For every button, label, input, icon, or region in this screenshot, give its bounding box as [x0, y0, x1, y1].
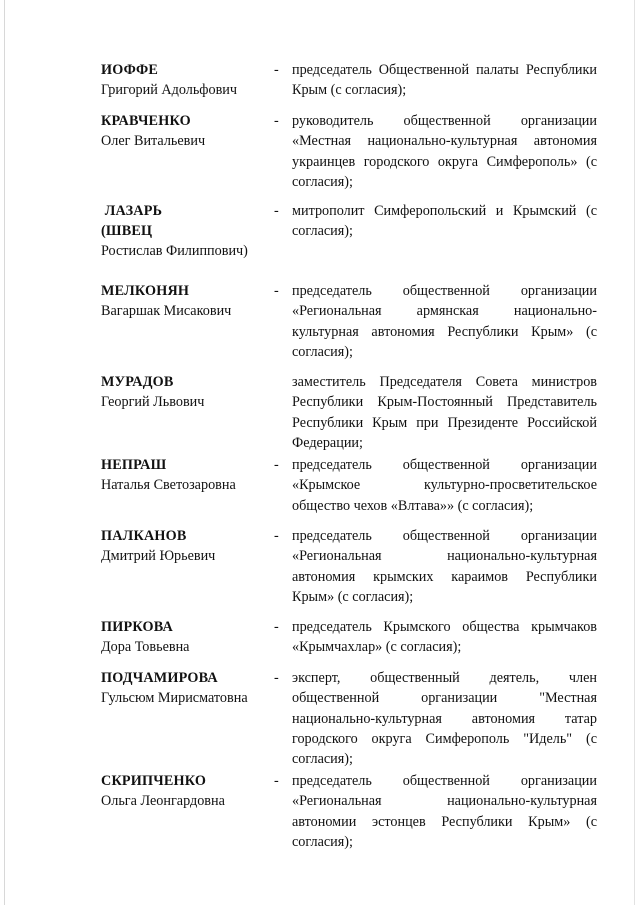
member-surname: ЛАЗАРЬ — [101, 203, 163, 219]
member-name — [101, 771, 271, 811]
member-given-name: Вагаршак Мисакович — [101, 303, 232, 319]
member-name — [101, 281, 271, 321]
member-surname: ПАЛКАНОВ — [101, 528, 187, 544]
member-name — [101, 526, 271, 566]
member-surname: НЕПРАШ — [101, 457, 167, 473]
member-given-name: Гульсюм Мирисматовна — [101, 690, 248, 706]
member-surname: МУРАДОВ — [101, 374, 174, 390]
member-description: председатель Общественной палаты Республики Крым (с согласия); — [292, 62, 597, 99]
member-name — [101, 617, 271, 657]
member-given-name: Ростислав Филиппович) — [101, 243, 248, 259]
member-surname: ИОФФЕ — [101, 62, 159, 78]
member-name — [101, 111, 271, 151]
entry-dash: - — [274, 457, 279, 473]
member-name — [101, 668, 271, 708]
member-name — [101, 372, 271, 412]
entry-dash: - — [274, 113, 279, 129]
member-given-name: Дора Товьевна — [101, 639, 190, 655]
member-name — [101, 201, 271, 261]
member-name — [101, 60, 271, 100]
entry-dash: - — [274, 62, 279, 78]
member-surname: КРАВЧЕНКО — [101, 113, 191, 129]
entry-dash: - — [274, 203, 279, 219]
member-surname: СКРИПЧЕНКО — [101, 773, 207, 789]
member-description: митрополит Симферопольский и Крымский (с согласия); — [292, 203, 597, 240]
member-given-name: Дмитрий Юрьевич — [101, 548, 216, 564]
member-description: руководитель общественной организации «Местная национально-культурная автономия украинцев городского округа Симферополь» (с согласия); — [292, 113, 597, 190]
member-given-name: Ольга Леонгардовна — [101, 793, 225, 809]
member-surname: МЕЛКОНЯН — [101, 283, 190, 299]
member-description: председатель общественной организации «Крымское культурно-просветительское общество чехов «Влтава»» (с согласия); — [292, 457, 597, 514]
member-surname: ПОДЧАМИРОВА — [101, 670, 218, 686]
member-given-name: Георгий Львович — [101, 394, 205, 410]
entry-dash: - — [274, 773, 279, 789]
member-given-name: Наталья Светозаровна — [101, 477, 236, 493]
entry-dash: - — [274, 670, 279, 686]
entry-dash: - — [274, 619, 279, 635]
member-description: председатель общественной организации «Региональная армянская национально-культурная автономия Республики Крым» (с согласия); — [292, 283, 597, 360]
member-description: заместитель Председателя Совета министров Республики Крым-Постоянный Представитель Республики Крым при Президенте Российской Федерации; — [292, 374, 597, 451]
member-description: председатель общественной организации «Региональная национально-культурная автономия крымских караимов Республики Крым» (с согласия); — [292, 528, 597, 605]
member-name — [101, 455, 271, 495]
member-given-name: Олег Витальевич — [101, 133, 206, 149]
member-surname-alt: (ШВЕЦ — [101, 223, 153, 239]
member-given-name: Григорий Адольфович — [101, 82, 238, 98]
member-description: председатель Крымского общества крымчаков «Крымчахлар» (с согласия); — [292, 619, 597, 656]
member-surname: ПИРКОВА — [101, 619, 173, 635]
entry-dash: - — [274, 283, 279, 299]
member-description: эксперт, общественный деятель, член общественной организации "Местная национально-культурная автономия татар городского округа Симферополь "Идель" (с согласия); — [292, 670, 597, 768]
page-left-edge — [4, 0, 5, 905]
member-description: председатель общественной организации «Региональная национально-культурная автономии эстонцев Республики Крым» (с согласия); — [292, 773, 597, 850]
entry-dash: - — [274, 528, 279, 544]
page-right-edge — [634, 0, 635, 905]
